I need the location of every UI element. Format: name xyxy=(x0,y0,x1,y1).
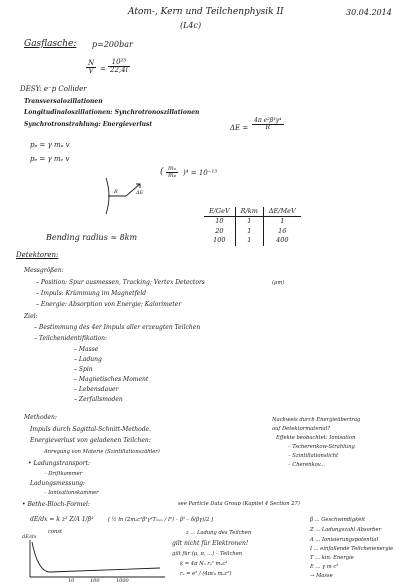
side-note-line: – Cherenkov... xyxy=(288,462,326,468)
messgroessen-label: Messgrößen: xyxy=(24,267,64,274)
bending-radius: Bending radius ≈ 8km xyxy=(46,233,138,242)
delta-e-lhs: ΔE = xyxy=(230,124,249,132)
n-over-v-rhs: $\frac{\text{10²³}}{22,4l}$ xyxy=(110,58,128,74)
sketch-xtick: 10 xyxy=(68,578,75,584)
measurement-energy: – Energie: Absorption von Energie; Kalorimeter xyxy=(36,301,182,308)
bethe-bloch-lhs: dE/dx = k z² Z/A 1/β² xyxy=(30,516,94,523)
ident-magnetic-moment: – Magnetisches Moment xyxy=(74,376,149,383)
electron-momentum: pₑ = γ mₑ v xyxy=(30,155,70,163)
table-cell: 20 xyxy=(215,226,224,235)
methoden-drift-chamber: – Driftkammer xyxy=(44,471,83,477)
dedx-sketch xyxy=(20,529,170,584)
desy-line-transversal: Transversalozillationen xyxy=(24,98,103,105)
notes-date: 30.04.2014 xyxy=(346,8,392,17)
bethe-note: gilt nicht für Elektronen! xyxy=(172,540,249,547)
ident-lifetime: – Lebensdauer xyxy=(74,386,119,393)
ident-ladung: – Ladung xyxy=(74,356,102,363)
table-cell: 1 xyxy=(263,217,300,227)
lecture-code: (L4c) xyxy=(180,21,202,30)
desy-line-longitudinal: Longitudinaloszillationen: Synchrotronoszillationen xyxy=(24,109,200,116)
table-row xyxy=(204,227,301,236)
methoden-excitation: Anregung von Materie (Szintillationszähler) xyxy=(44,449,160,455)
gas-pressure: p=200bar xyxy=(92,40,133,49)
bethe-note: gilt für (μ, π, ...) – Teilchen xyxy=(172,551,243,557)
sketch-xtick: 1000 xyxy=(116,578,129,584)
mass-ratio-result: )⁴ = 10⁻¹³ xyxy=(183,169,218,177)
side-note-line: – Tscherenkow-Strahlung xyxy=(288,444,355,450)
legend-line: → Masse xyxy=(310,573,333,579)
ziel-4er-impuls: – Bestimmung des 4er Impuls aller erzeugten Teilchen xyxy=(34,324,201,331)
equals-sign: = xyxy=(100,65,106,73)
bethe-note: z ... Ladung des Teilchen xyxy=(186,530,252,536)
delta-e-fraction: $\frac{\text{4π e²β³γ⁴}}{R}$ xyxy=(254,117,282,131)
detektoren-heading: Detektoren: xyxy=(16,251,59,259)
table-cell: 1 xyxy=(235,236,263,245)
sketch-curve xyxy=(32,542,160,572)
measurement-position: – Position: Spur ausmessen, Tracking; Vertex Detectors xyxy=(36,279,205,286)
table-cell: 1 xyxy=(235,217,263,227)
legend-line: T ... kin. Energie xyxy=(310,555,354,561)
table-cell: 10 xyxy=(215,217,224,226)
n-over-v-lhs: $\frac{N}{V}$ xyxy=(88,59,95,75)
methoden-charge-transport: • Ladungstransport: xyxy=(28,460,91,467)
ziel-identifikation: – Teilchenidentifikation: xyxy=(34,335,108,342)
bethe-note: k = 4π Nₐ rₑ² mₑc² xyxy=(180,561,228,567)
sketch-label-r: R xyxy=(114,189,118,195)
legend-line: I ... einfallende Teilchenenergie xyxy=(310,546,394,552)
side-note-line: Nachweis durch Energieübertrag xyxy=(272,417,361,423)
gas-label: Gasflasche: xyxy=(24,39,77,49)
bethe-bloch-const: const xyxy=(48,529,63,535)
measurement-momentum: – Impuls: Krümmung im Magnetfeld xyxy=(36,290,147,297)
methoden-ion-chamber: – Ionisationskammer xyxy=(44,490,99,496)
bending-sketch xyxy=(100,176,150,216)
table-cell: 1 xyxy=(235,227,263,236)
side-note-line: Effekte beobachtet: Ionisation xyxy=(276,435,356,441)
desy-title: DESY: e⁻p Collider xyxy=(20,85,87,93)
table-row xyxy=(204,236,301,245)
side-note-line: auf Detektormaterial? xyxy=(272,426,331,432)
table-row xyxy=(204,217,301,227)
mass-ratio-fraction: $\frac{\text{mₑ}}{\text{mₚ}}$ xyxy=(168,165,177,179)
bethe-bloch-bracket: [ ½ ln (2mₑc²β²γ²Tₘₐₓ / I²) – β² – δ(βγ)/2 ] xyxy=(108,517,213,523)
legend-line: E ... γ m c² xyxy=(310,564,339,570)
table-cell: 400 xyxy=(263,236,300,245)
legend-line: Z ... Ladungszahl Absorber xyxy=(310,527,382,533)
table-header-row xyxy=(204,207,301,217)
notes-title: Atom-, Kern und Teilchenphysik II xyxy=(128,7,284,17)
table-cell: 100 xyxy=(213,236,226,245)
side-note-line: – Szintillationslicht xyxy=(288,453,339,459)
sketch-ylabel: dE/dx xyxy=(22,534,37,540)
synchrotron-label: Synchrotronstrahlung: Energieverlust xyxy=(24,121,153,128)
ident-decay-modes: – Zerfallsmoden xyxy=(74,396,123,403)
ziel-label: Ziel: xyxy=(24,313,38,320)
methoden-heading: Methoden: xyxy=(24,414,57,421)
methoden-sagitta: Impuls durch Sagittal-Schnitt-Methode. xyxy=(30,426,152,433)
table-cell: 16 xyxy=(263,227,300,236)
col-header-delta-e: ΔE/MeV xyxy=(263,207,300,217)
methoden-energy-loss: Energieverlust von geladenen Teilchen: xyxy=(30,437,151,444)
ident-spin: – Spin xyxy=(74,366,93,373)
legend-line: A ... Ionisierungspotential xyxy=(310,537,379,543)
bethe-bloch-title: • Bethe-Bloch-Formel: xyxy=(22,501,90,508)
energy-loss-table xyxy=(204,207,301,246)
methoden-charge-measurement: Ladungsmessung: xyxy=(30,480,86,487)
sketch-xtick: 100 xyxy=(90,578,100,584)
legend-line: β ... Geschwindigkeit xyxy=(310,517,366,523)
col-header-radius: R/km xyxy=(235,207,263,217)
ident-masse: – Masse xyxy=(74,346,99,353)
mass-ratio-open-paren: ( xyxy=(160,167,164,177)
sketch-label-de: ΔE xyxy=(136,190,144,196)
col-header-energy: E/GeV xyxy=(204,207,235,217)
vertex-precision: (μm) xyxy=(272,280,285,286)
proton-momentum: pₚ = γ mₚ v xyxy=(30,141,70,149)
bethe-note: rₑ = e² / (4πε₀ mₑc²) xyxy=(180,571,232,577)
bethe-bloch-reference: see Particle Data Group (Kapitel 4 Section 27) xyxy=(178,501,300,507)
